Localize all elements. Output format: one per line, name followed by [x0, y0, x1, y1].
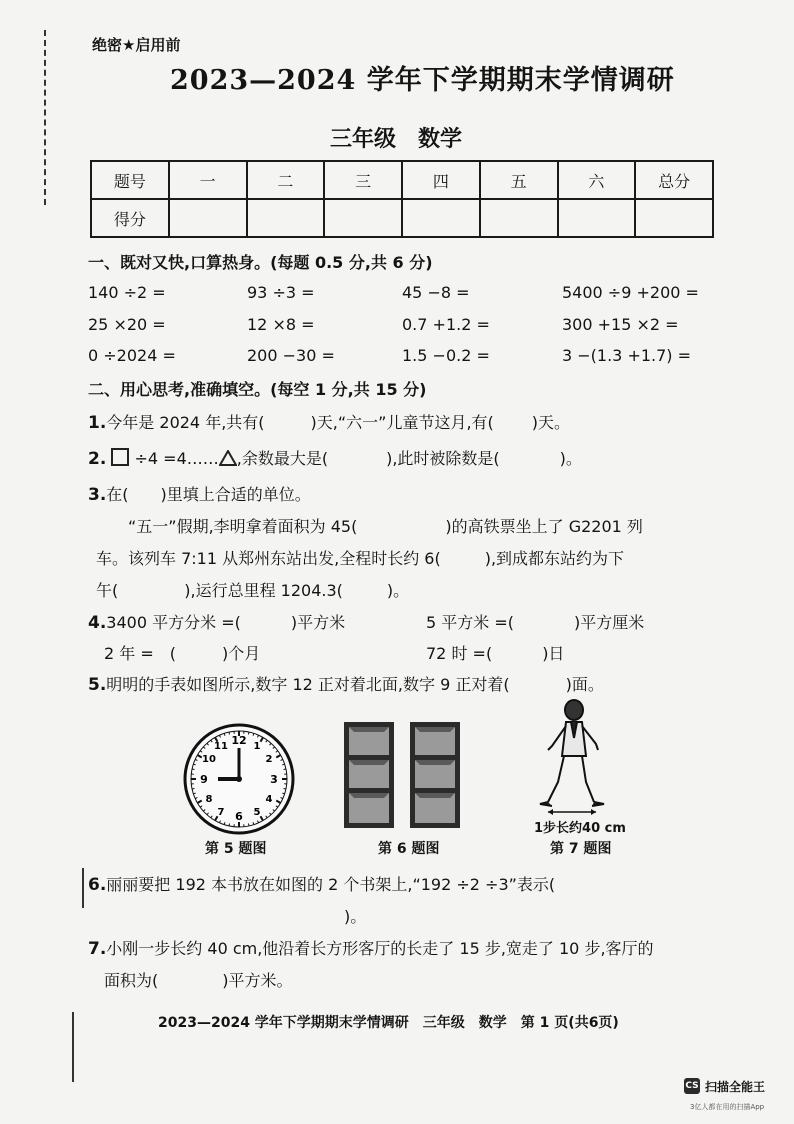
score-input-cell[interactable] — [402, 199, 480, 237]
score-input-cell[interactable] — [247, 199, 325, 237]
bookshelf-icon — [410, 722, 460, 828]
question-number: 6. — [88, 875, 107, 895]
score-input-cell[interactable] — [558, 199, 636, 237]
clock-number: 2 — [265, 754, 273, 765]
clock-tick — [192, 788, 194, 789]
calc-item: 93 ÷3 = — [247, 283, 315, 302]
walking-boy-figure — [538, 698, 610, 816]
clock-figure — [182, 722, 296, 836]
camscanner-logo-icon: CS — [684, 1078, 700, 1094]
question-4-row1: 4.3400 平方分米 =( )平方米 — [88, 613, 346, 633]
question-number: 3. — [88, 485, 107, 505]
bookshelf-icon — [344, 722, 394, 828]
question-6: 6.丽丽要把 192 本书放在如图的 2 个书架上,“192 ÷2 ÷3”表示( — [88, 875, 556, 895]
exam-title: 2023—2024 学年下学期期末学情调研 — [170, 65, 675, 96]
watermark-tagline: 3亿人都在用的扫描App — [690, 1103, 765, 1111]
clock-number: 4 — [265, 794, 273, 805]
calc-item: 0.7 +1.2 = — [402, 315, 490, 334]
question-4-row2b: 72 时 =( )日 — [426, 644, 565, 663]
section1-heading: 一、既对又快,口算热身。(每题 0.5 分,共 6 分) — [88, 253, 433, 272]
score-cell: 得分 — [91, 199, 169, 237]
question-number: 4. — [88, 613, 107, 633]
score-cell: 一 — [169, 161, 247, 199]
calc-item: 25 ×20 = — [88, 315, 166, 334]
triangle-symbol-icon — [219, 450, 237, 470]
score-cell: 六 — [558, 161, 636, 199]
clock-tick — [248, 732, 249, 734]
question-3: 3.在( )里填上合适的单位。 — [88, 485, 311, 505]
clock-number: 11 — [214, 741, 228, 752]
watermark-brand: 扫描全能王 — [705, 1080, 766, 1094]
calc-item: 140 ÷2 = — [88, 283, 166, 302]
binding-dashed-line — [44, 30, 46, 205]
score-table-header-row — [91, 161, 713, 199]
question-4-row2: 2 年 = ( )个月 — [104, 644, 261, 663]
step-length-label: 1步长约40 cm — [534, 821, 626, 836]
question-2: 2. ÷4 =4…… ,余数最大是( ),此时被除数是( )。 — [88, 449, 582, 469]
page-footer: 2023—2024 学年下学期期末学情调研 三年级 数学 第 1 页(共6页) — [158, 1015, 619, 1031]
boy-icon — [540, 700, 604, 806]
clock-tick — [229, 732, 230, 734]
clock-tick — [229, 824, 230, 826]
clock-tick — [248, 824, 249, 826]
margin-line — [72, 1012, 74, 1082]
question-3-line1: “五一”假期,李明拿着面积为 45( )的高铁票坐上了 G2201 列 — [128, 517, 643, 536]
clock-number: 6 — [235, 810, 243, 823]
question-4-row1b: 5 平方米 =( )平方厘米 — [426, 613, 645, 632]
exam-subtitle: 三年级 数学 — [330, 126, 463, 152]
clock-tick — [284, 769, 286, 770]
score-cell: 二 — [247, 161, 325, 199]
question-number: 2. — [88, 449, 107, 469]
square-symbol-icon — [111, 448, 129, 466]
clock-number: 1 — [253, 741, 261, 752]
score-input-cell[interactable] — [480, 199, 558, 237]
calc-item: 5400 ÷9 +200 = — [562, 283, 699, 302]
clock-number: 8 — [205, 794, 213, 805]
question-1: 1.今年是 2024 年,共有( )天,“六一”儿童节这月,有( )天。 — [88, 413, 571, 433]
clock-number: 5 — [253, 807, 261, 818]
clock-number: 10 — [202, 754, 216, 765]
question-5: 5.明明的手表如图所示,数字 12 正对着北面,数字 9 正对着( )面。 — [88, 675, 604, 695]
clock-tick — [284, 788, 286, 789]
figure7-caption: 第 7 题图 — [550, 841, 612, 857]
question-number: 1. — [88, 413, 107, 433]
calc-item: 12 ×8 = — [247, 315, 315, 334]
bookshelves-figure — [342, 720, 462, 832]
score-cell: 题号 — [91, 161, 169, 199]
calc-item: 0 ÷2024 = — [88, 346, 176, 365]
question-6-line2: )。 — [344, 907, 367, 926]
score-cell: 总分 — [635, 161, 713, 199]
figure5-caption: 第 5 题图 — [205, 841, 267, 857]
calc-item: 1.5 −0.2 = — [402, 346, 490, 365]
figure6-caption: 第 6 题图 — [378, 841, 440, 857]
clock-tick — [192, 769, 194, 770]
question-7-line2: 面积为( )平方米。 — [104, 971, 293, 990]
margin-line — [82, 868, 84, 908]
score-cell: 四 — [402, 161, 480, 199]
score-input-cell[interactable] — [635, 199, 713, 237]
question-3-line3: 午( ),运行总里程 1204.3( )。 — [96, 581, 410, 600]
calc-item: 200 −30 = — [247, 346, 335, 365]
calc-item: 45 −8 = — [402, 283, 470, 302]
score-cell: 三 — [324, 161, 402, 199]
calc-item: 300 +15 ×2 = — [562, 315, 679, 334]
confidential-label: 绝密★启用前 — [92, 36, 181, 54]
score-cell: 五 — [480, 161, 558, 199]
score-table — [90, 160, 714, 238]
clock-number: 7 — [217, 807, 225, 818]
section2-heading: 二、用心思考,准确填空。(每空 1 分,共 15 分) — [88, 380, 427, 399]
question-3-line2: 车。该列车 7:11 从郑州东站出发,全程时长约 6( ),到成都东站约为下 — [96, 549, 625, 568]
score-table-score-row — [91, 199, 713, 237]
clock-number: 9 — [200, 773, 208, 786]
question-7: 7.小刚一步长约 40 cm,他沿着长方形客厅的长走了 15 步,宽走了 10 步,客厅的 — [88, 939, 654, 959]
score-input-cell[interactable] — [324, 199, 402, 237]
calc-item: 3 −(1.3 +1.7) = — [562, 346, 692, 365]
question-number: 7. — [88, 939, 107, 959]
question-number: 5. — [88, 675, 107, 695]
clock-number: 12 — [231, 734, 247, 747]
score-input-cell[interactable] — [169, 199, 247, 237]
clock-number: 3 — [270, 773, 278, 786]
